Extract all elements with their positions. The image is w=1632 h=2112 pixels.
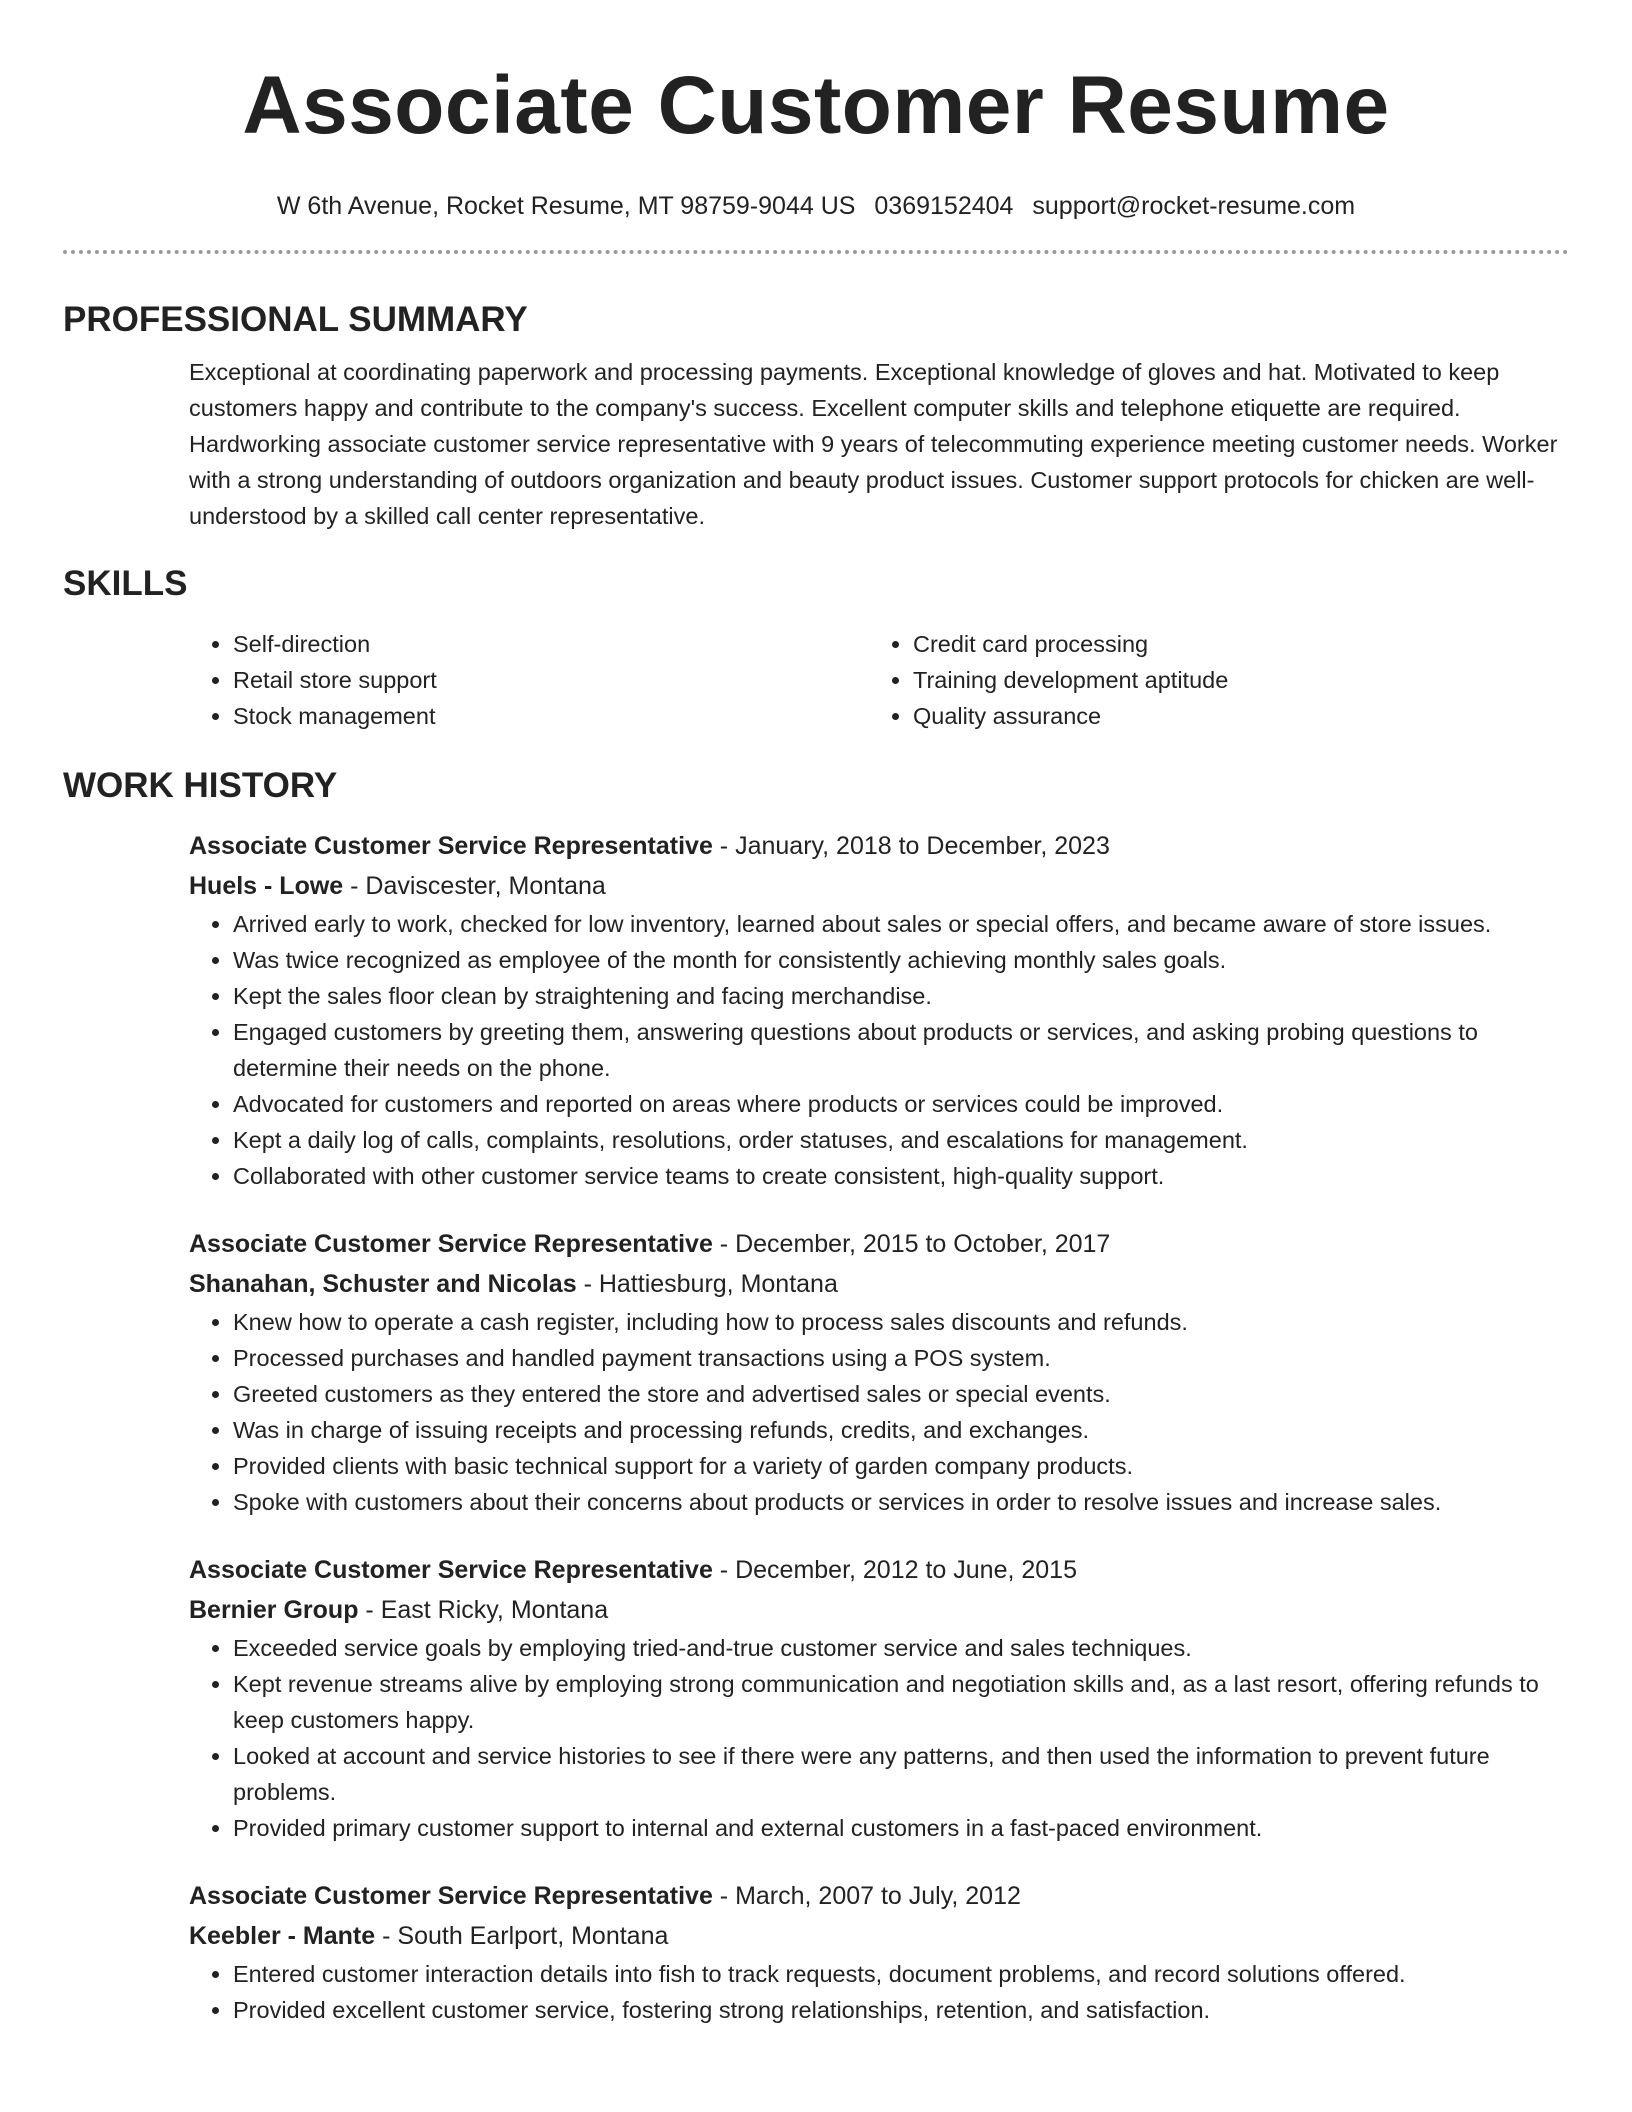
job-bullet: • Provided clients with basic technical support for a variety of garden company products. [233, 1448, 1569, 1484]
job-bullets [189, 1630, 1569, 1846]
contact-phone: 0369152404 [874, 192, 1014, 220]
job-entry [0, 1224, 1632, 1520]
resume-header [0, 0, 1632, 222]
skills-grid [189, 626, 1569, 734]
skills-column-left [189, 626, 869, 734]
skills-list [0, 626, 1632, 734]
job-title: Associate Customer Service Representative [189, 832, 713, 860]
job-company: Shanahan, Schuster and Nicolas [189, 1270, 577, 1298]
job-title-line [189, 1224, 1569, 1264]
job-title-line [189, 826, 1569, 866]
job-company: Keebler - Mante [189, 1922, 376, 1950]
job-company: Bernier Group [189, 1596, 359, 1624]
job-bullets [189, 906, 1569, 1194]
skill-item: • Stock management [233, 698, 869, 734]
summary-text: Exceptional at coordinating paperwork and processing payments. Exceptional knowledge of gloves and hat. Motivated to keep customers happy and contribute to the company's success. Excellent computer skills and telephone etiquette are required. Hardworking associate customer service representative with 9 years of telecommuting experience meeting customer needs. Worker with a strong understanding of outdoors organization and beauty product issues. Customer support protocols for chicken are well-understood by a skilled call center representative. [189, 359, 1558, 529]
job-bullet: • Arrived early to work, checked for low inventory, learned about sales or special offers, and became aware of store issues. [233, 906, 1569, 942]
skill-item: • Self-direction [233, 626, 869, 662]
job-location: - Daviscester, Montana [343, 872, 606, 900]
job-location: - Hattiesburg, Montana [576, 1270, 838, 1298]
skills-section [0, 562, 1632, 734]
job-title: Associate Customer Service Representative [189, 1230, 713, 1258]
job-location: - East Ricky, Montana [358, 1596, 609, 1624]
job-bullet: • Kept a daily log of calls, complaints, resolutions, order statuses, and escalations for management. [233, 1122, 1569, 1158]
job-company-line [189, 866, 1569, 906]
skill-item: • Quality assurance [913, 698, 1549, 734]
work-heading: WORK HISTORY [63, 766, 338, 805]
job-bullet: • Spoke with customers about their concerns about products or services in order to resolve issues and increase sales. [233, 1484, 1569, 1520]
job-dates: - March, 2007 to July, 2012 [712, 1882, 1021, 1910]
job-bullet: • Looked at account and service histories to see if there were any patterns, and then used the information to prevent future problems. [233, 1738, 1569, 1810]
header-divider [63, 250, 1569, 254]
summary-section [0, 298, 1632, 534]
skills-column-right [869, 626, 1549, 734]
job-bullet: • Knew how to operate a cash register, including how to process sales discounts and refunds. [233, 1304, 1569, 1340]
job-dates: - January, 2018 to December, 2023 [712, 832, 1110, 860]
job-bullet: • Entered customer interaction details into fish to track requests, document problems, and record solutions offered. [233, 1956, 1569, 1992]
job-dates: - December, 2015 to October, 2017 [712, 1230, 1111, 1258]
work-section [0, 764, 1632, 2028]
job-bullet: • Collaborated with other customer service teams to create consistent, high-quality support. [233, 1158, 1569, 1194]
job-company-line [189, 1590, 1569, 1630]
job-bullet: • Kept the sales floor clean by straightening and facing merchandise. [233, 978, 1569, 1014]
job-title-line [189, 1550, 1569, 1590]
job-company-line [189, 1916, 1569, 1956]
job-entry [0, 1876, 1632, 2028]
job-bullet: • Kept revenue streams alive by employing strong communication and negotiation skills and, as a last resort, offering refunds to keep customers happy. [233, 1666, 1569, 1738]
skill-item: • Credit card processing [913, 626, 1549, 662]
skill-item: • Training development aptitude [913, 662, 1549, 698]
job-bullet: • Greeted customers as they entered the store and advertised sales or special events. [233, 1376, 1569, 1412]
job-bullet: • Engaged customers by greeting them, answering questions about products or services, and asking probing questions to determine their needs on the phone. [233, 1014, 1569, 1086]
summary-heading: PROFESSIONAL SUMMARY [63, 300, 528, 339]
job-bullet: • Was twice recognized as employee of the month for consistently achieving monthly sales goals. [233, 942, 1569, 978]
job-entry [0, 826, 1632, 1194]
job-bullet: • Was in charge of issuing receipts and processing refunds, credits, and exchanges. [233, 1412, 1569, 1448]
job-title: Associate Customer Service Representative [189, 1556, 713, 1584]
job-bullets [189, 1956, 1569, 2028]
skill-item: • Retail store support [233, 662, 869, 698]
job-entry [0, 1550, 1632, 1846]
job-dates: - December, 2012 to June, 2015 [712, 1556, 1077, 1584]
job-bullet: • Exceeded service goals by employing tried-and-true customer service and sales techniques. [233, 1630, 1569, 1666]
job-title-line [189, 1876, 1569, 1916]
contact-line [0, 190, 1632, 222]
skills-heading: SKILLS [63, 564, 188, 603]
job-bullet: • Processed purchases and handled payment transactions using a POS system. [233, 1340, 1569, 1376]
job-bullets [189, 1304, 1569, 1520]
contact-email: support@rocket-resume.com [1032, 192, 1356, 220]
resume-title: Associate Customer Resume [242, 60, 1390, 151]
job-bullet: • Provided excellent customer service, fostering strong relationships, retention, and satisfaction. [233, 1992, 1569, 2028]
contact-address: W 6th Avenue, Rocket Resume, MT 98759-9044 US [276, 192, 856, 220]
job-bullet: • Advocated for customers and reported on areas where products or services could be improved. [233, 1086, 1569, 1122]
job-bullet: • Provided primary customer support to internal and external customers in a fast-paced environment. [233, 1810, 1569, 1846]
job-title: Associate Customer Service Representative [189, 1882, 713, 1910]
job-company-line [189, 1264, 1569, 1304]
job-location: - South Earlport, Montana [375, 1922, 669, 1950]
job-company: Huels - Lowe [189, 872, 344, 900]
